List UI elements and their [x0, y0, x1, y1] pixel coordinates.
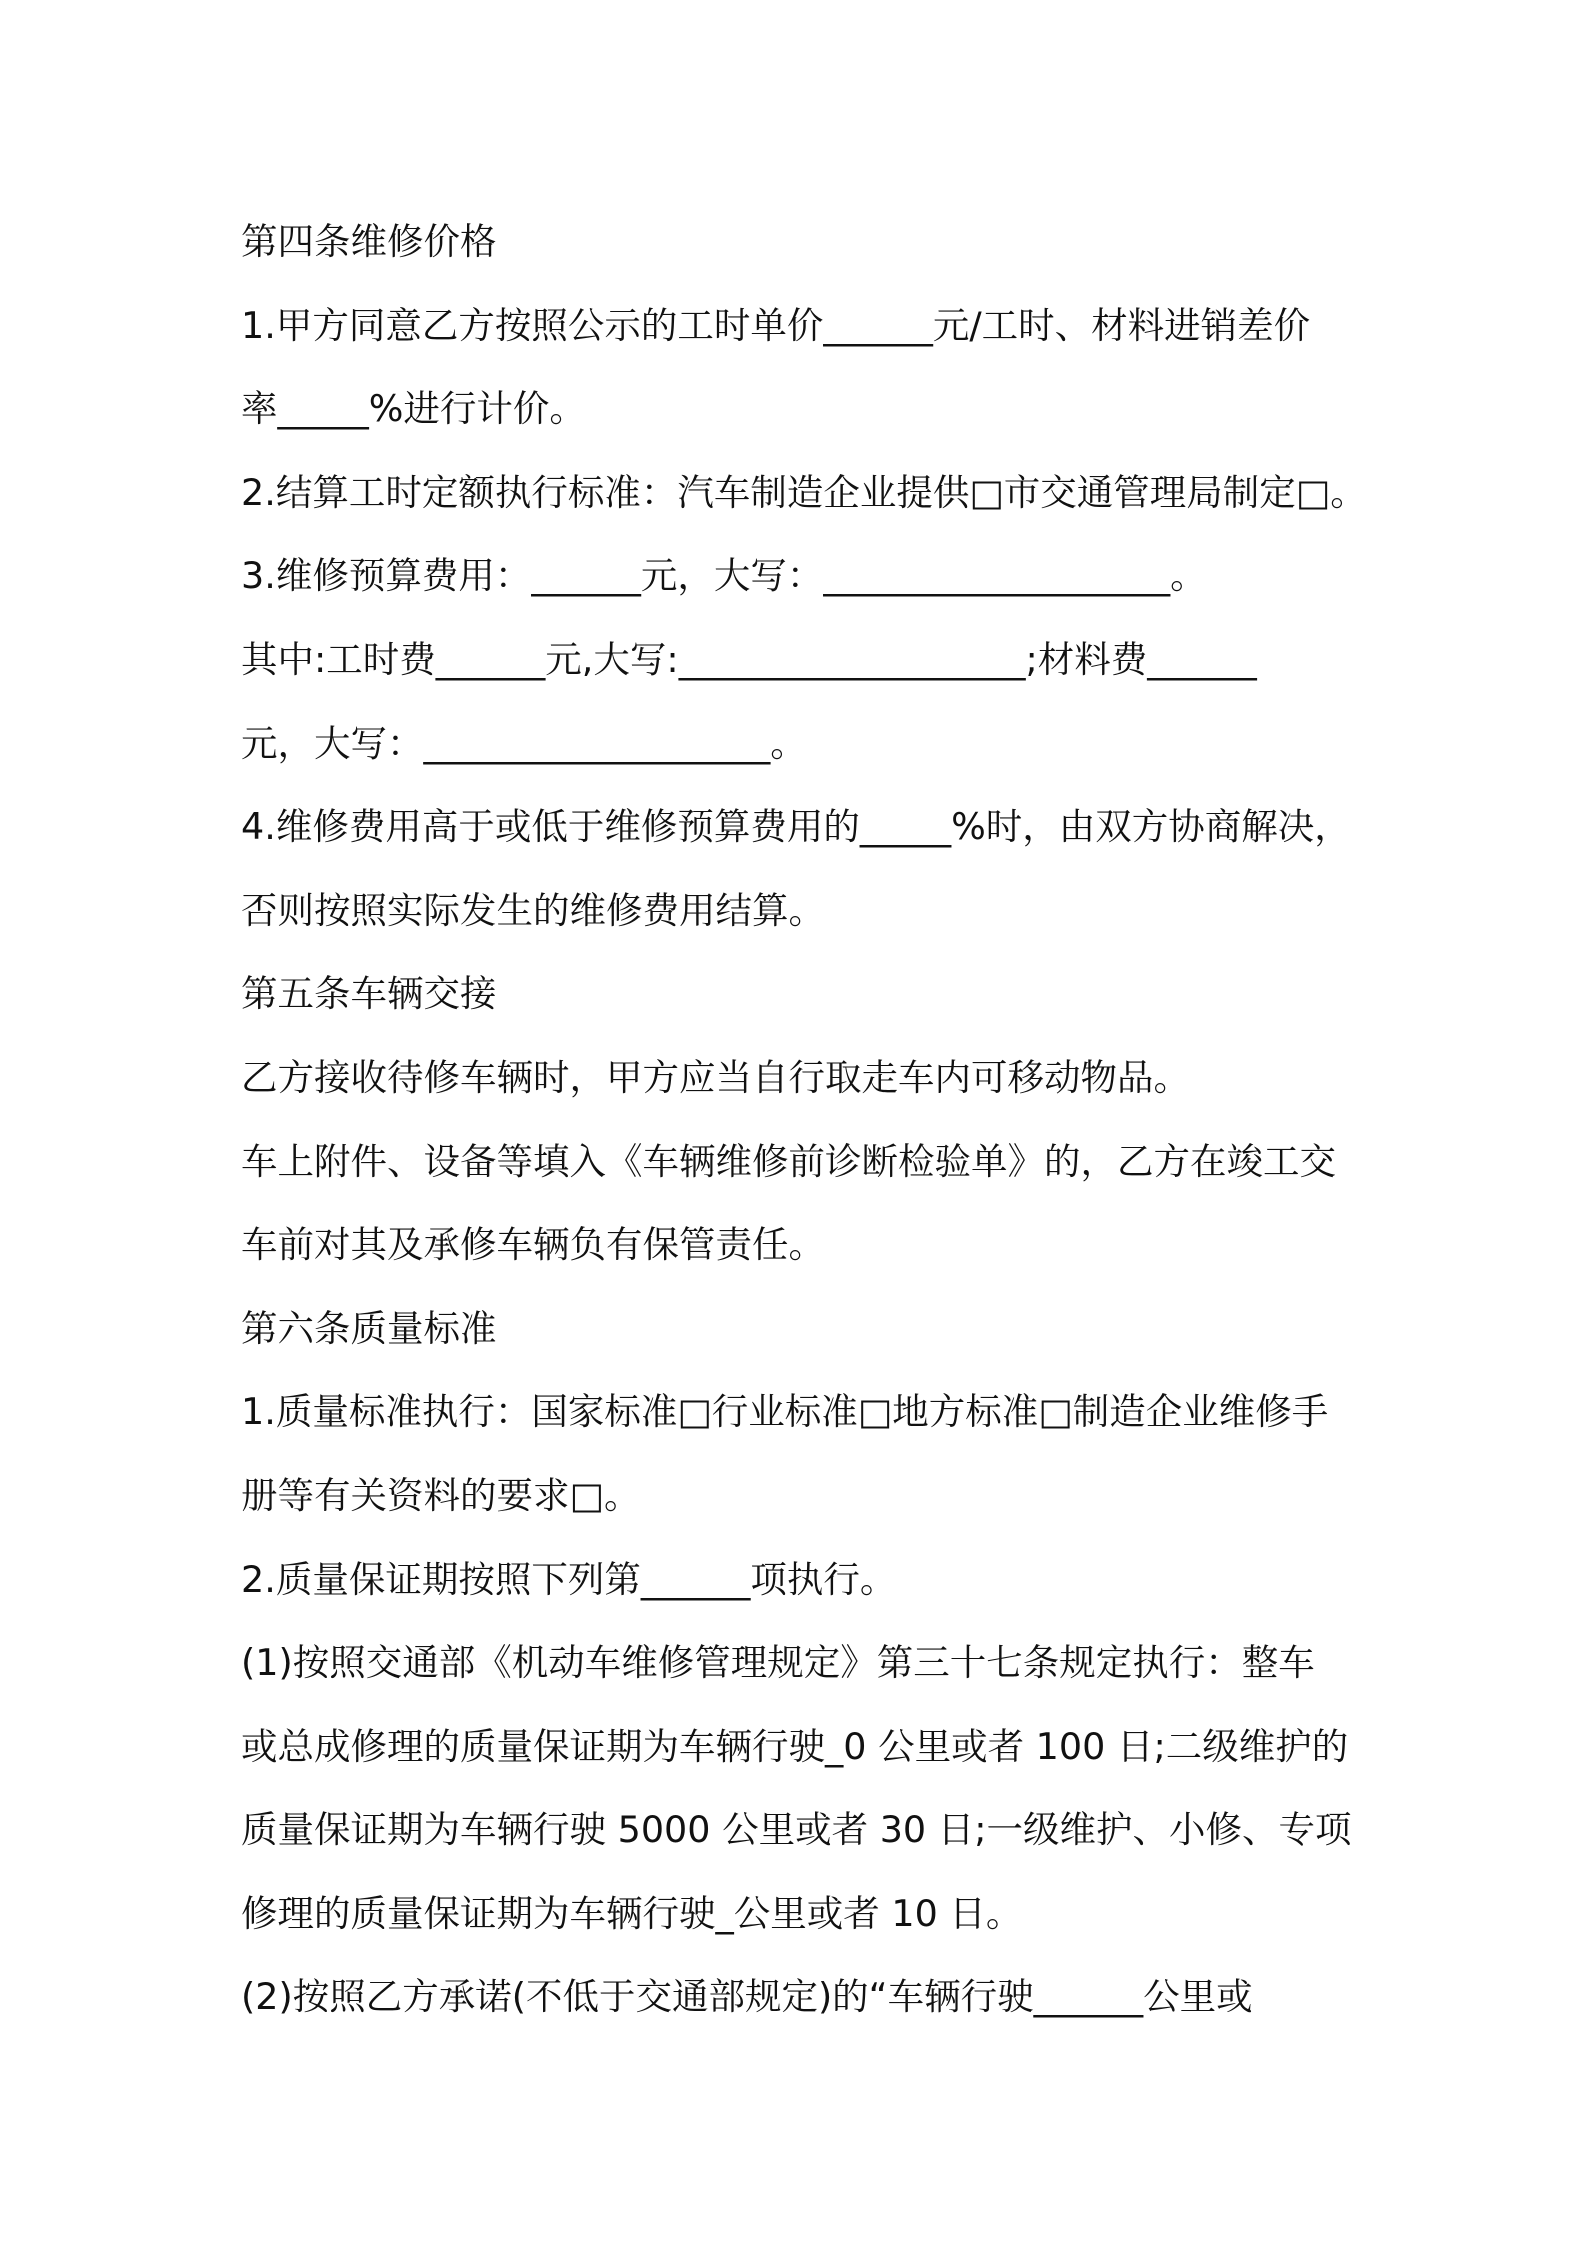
article-6-option-1-line-4: 修理的质量保证期为车辆行驶_公里或者 10 日。 — [241, 1891, 1023, 1935]
article-6-option-2-line-1: (2)按照乙方承诺(不低于交通部规定)的“车辆行驶______公里或 — [241, 1975, 1253, 2019]
article-4-breakdown-line-1: 其中:工时费______元,大写:___________________;材料费______ — [241, 637, 1257, 681]
article-4-breakdown-line-2: 元，大写：___________________。 — [241, 721, 807, 765]
article-4-clause-2: 2.结算工时定额执行标准：汽车制造企业提供□市交通管理局制定□。 — [241, 470, 1367, 514]
article-6-clause-1-line-2: 册等有关资料的要求□。 — [241, 1473, 641, 1517]
article-6-heading: 第六条质量标准 — [241, 1306, 497, 1350]
article-4-clause-1-line-1: 1.甲方同意乙方按照公示的工时单价______元/工时、材料进销差价 — [241, 303, 1311, 347]
article-4-heading: 第四条维修价格 — [241, 220, 497, 263]
article-4-clause-1-line-2: 率_____%进行计价。 — [241, 387, 586, 431]
article-4-clause-4-line-2: 否则按照实际发生的维修费用结算。 — [241, 888, 825, 932]
article-5-heading: 第五条车辆交接 — [241, 972, 497, 1016]
contract-text-body — [241, 200, 1367, 2039]
article-6-clause-1-line-1: 1.质量标准执行：国家标准□行业标准□地方标准□制造企业维修手 — [241, 1390, 1329, 1434]
article-4-clause-4-line-1: 4.维修费用高于或低于维修预算费用的_____%时，由双方协商解决， — [241, 805, 1351, 849]
article-5-paragraph-2-line-1: 车上附件、设备等填入《车辆维修前诊断检验单》的，乙方在竣工交 — [241, 1139, 1336, 1183]
article-6-option-1-line-1: (1)按照交通部《机动车维修管理规定》第三十七条规定执行：整车 — [241, 1641, 1315, 1685]
article-5-paragraph-2-line-2: 车前对其及承修车辆负有保管责任。 — [241, 1223, 825, 1267]
article-4-clause-3: 3.维修预算费用：______元，大写：___________________。 — [241, 554, 1207, 598]
article-5-paragraph-1: 乙方接收待修车辆时，甲方应当自行取走车内可移动物品。 — [241, 1055, 1190, 1099]
article-6-option-1-line-3: 质量保证期为车辆行驶 5000 公里或者 30 日;一级维护、小修、专项 — [241, 1808, 1352, 1852]
article-6-clause-2: 2.质量保证期按照下列第______项执行。 — [241, 1557, 897, 1601]
article-6-option-1-line-2: 或总成修理的质量保证期为车辆行驶_0 公里或者 100 日;二级维护的 — [241, 1724, 1349, 1768]
